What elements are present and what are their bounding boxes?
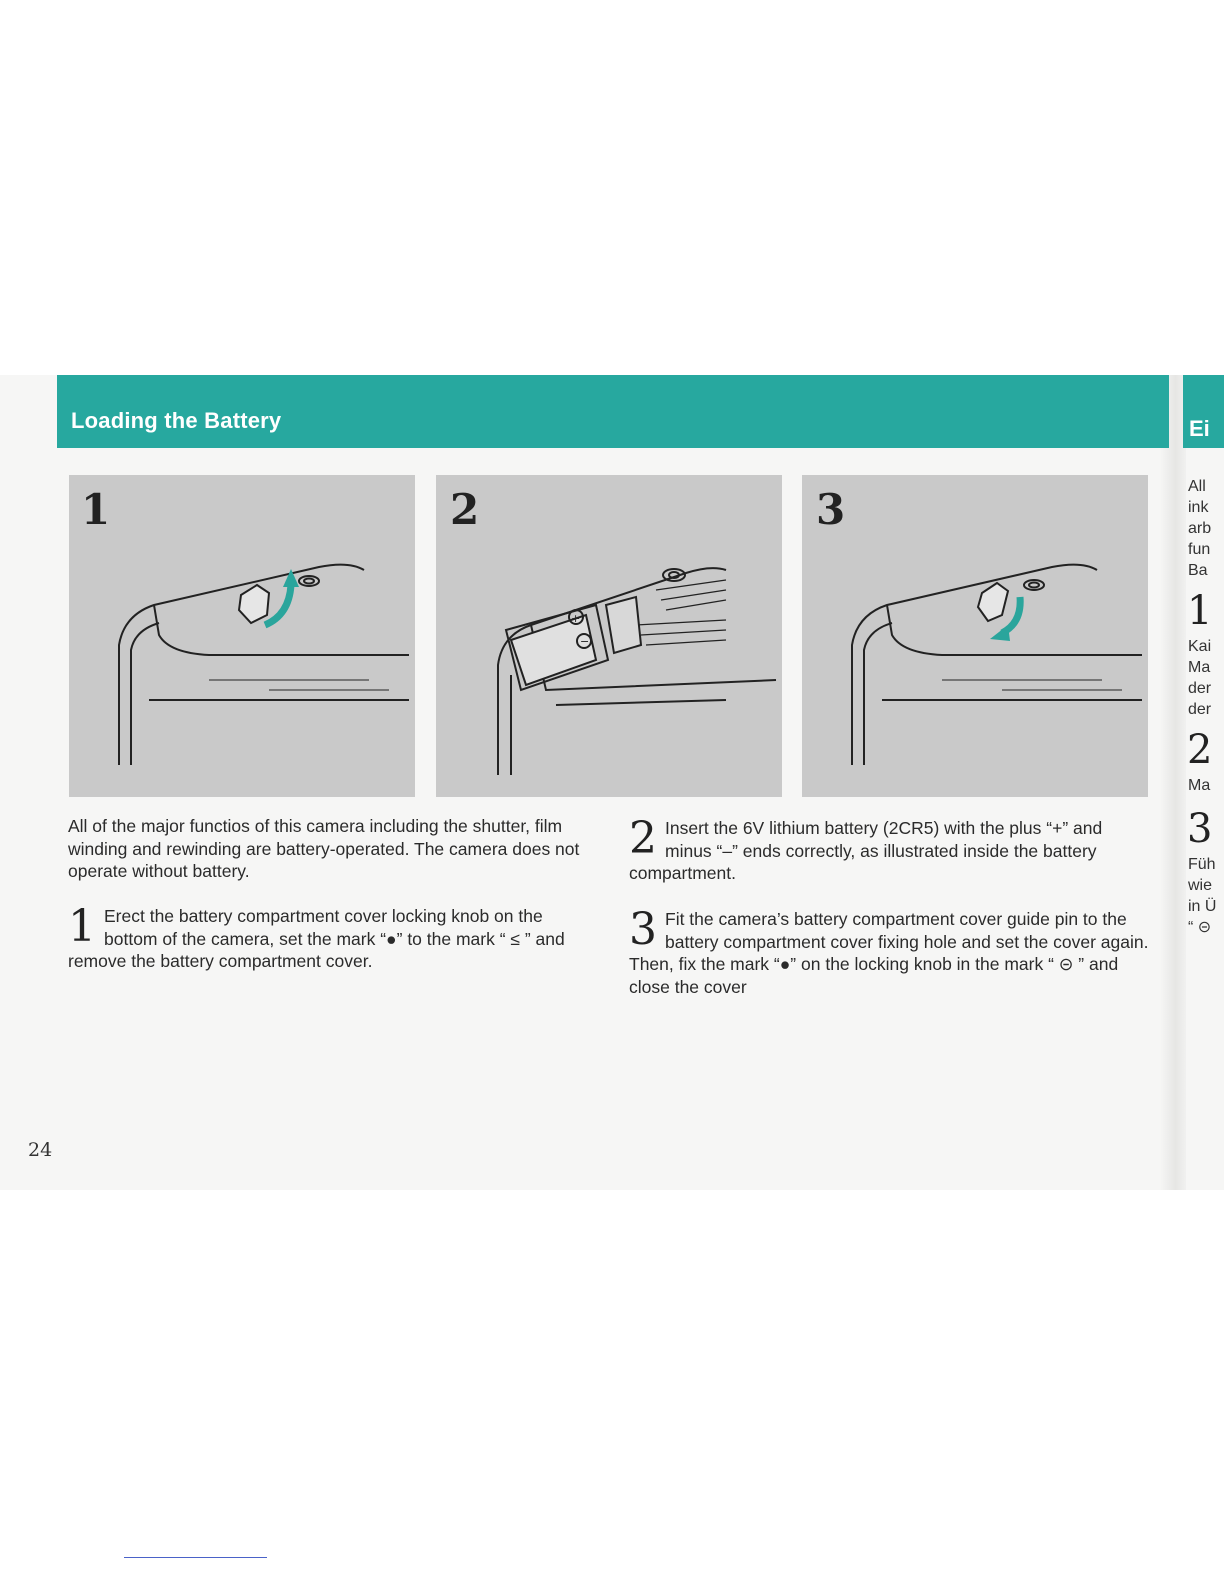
facing-step-number: 1 bbox=[1187, 588, 1213, 634]
step-1 bbox=[68, 901, 598, 973]
facing-text-line: ink bbox=[1188, 499, 1209, 516]
step-text: Erect the battery compartment cover locking knob on the bottom of the camera, set the mark “●” to the mark “ ≤ ” and remove the battery compartment cover. bbox=[68, 906, 565, 971]
figure-number: 3 bbox=[816, 485, 846, 534]
intro-paragraph: All of the major functios of this camera including the shutter, film winding and rewinding are battery-operated. The camera does not operate without battery. bbox=[68, 816, 580, 881]
step-2 bbox=[629, 813, 1149, 885]
facing-page-header-bar bbox=[1183, 375, 1224, 448]
figure-number: 2 bbox=[450, 485, 480, 534]
facing-step-number: 2 bbox=[1187, 727, 1213, 773]
facing-text-line: Kai bbox=[1188, 638, 1212, 655]
facing-page-title: Ei bbox=[1189, 416, 1210, 441]
bottom-underline-link[interactable] bbox=[124, 1557, 267, 1558]
page-number: 24 bbox=[28, 1139, 53, 1161]
facing-text-line: arb bbox=[1188, 520, 1212, 537]
facing-text-line: All bbox=[1188, 478, 1206, 495]
page-gutter bbox=[1160, 375, 1186, 1190]
facing-text-line: Ma bbox=[1188, 659, 1211, 676]
figure-1-illustration bbox=[69, 475, 415, 797]
step-number: 1 bbox=[68, 901, 96, 952]
figure-number: 1 bbox=[81, 485, 111, 534]
facing-text-line: Ba bbox=[1188, 562, 1208, 579]
facing-text-line: der bbox=[1188, 680, 1212, 697]
step-number: 3 bbox=[629, 904, 657, 955]
svg-text:−: − bbox=[580, 635, 590, 648]
camera-cover-close-drawing bbox=[802, 475, 1148, 797]
step-3 bbox=[629, 904, 1149, 998]
camera-battery-insert-drawing bbox=[436, 475, 782, 797]
facing-text-line: wie bbox=[1188, 877, 1213, 894]
facing-step-number: 3 bbox=[1187, 806, 1213, 852]
facing-text-line: der bbox=[1188, 701, 1212, 718]
facing-text-line: fun bbox=[1188, 541, 1211, 558]
section-header-bar bbox=[57, 375, 1169, 448]
svg-text:+: + bbox=[571, 612, 581, 625]
step-text: Insert the 6V lithium battery (2CR5) with the plus “+” and minus “–” ends correctly, as illustrated inside the battery compartment. bbox=[629, 818, 1103, 883]
figure-3-illustration bbox=[802, 475, 1148, 797]
facing-text-line: Ma bbox=[1188, 777, 1211, 794]
step-number: 2 bbox=[629, 813, 657, 864]
figure-2-illustration bbox=[436, 475, 782, 797]
camera-bottom-knob-erect-drawing bbox=[69, 475, 415, 797]
facing-text-line: Füh bbox=[1188, 856, 1216, 873]
step-text: Fit the camera’s battery compartment cover guide pin to the battery compartment cover fixing hole and set the cover again. Then, fix the mark “●” on the locking knob in the mark “ ⊝ ” and close the cover bbox=[629, 909, 1149, 997]
facing-text-line: “ ⊝ bbox=[1188, 919, 1212, 936]
facing-text-line: in Ü bbox=[1188, 898, 1217, 915]
section-title: Loading the Battery bbox=[71, 408, 282, 433]
